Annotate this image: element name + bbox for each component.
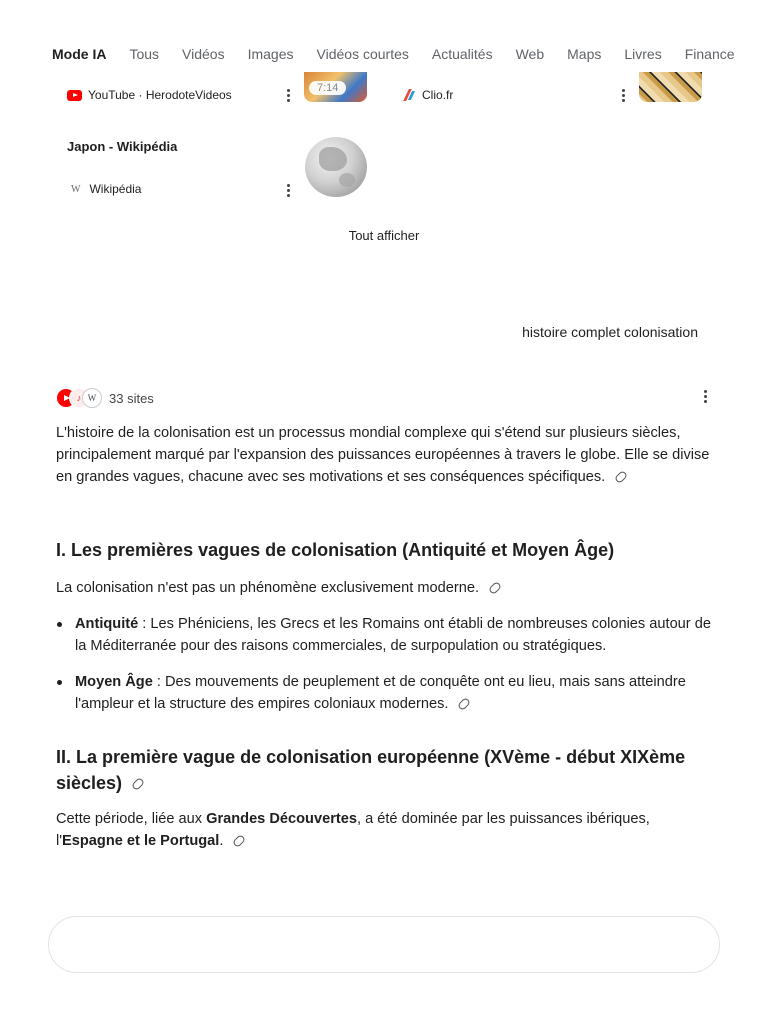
- answer-intro-block: [56, 422, 716, 488]
- bullet-term: Antiquité: [75, 616, 139, 632]
- wiki-card-title[interactable]: Japon - Wikipédia: [67, 139, 178, 154]
- globe-thumbnail[interactable]: [305, 137, 367, 197]
- user-query: histoire complet colonisation: [522, 324, 698, 340]
- search-tabs: [52, 44, 768, 64]
- video-more-options-icon[interactable]: [286, 89, 290, 102]
- wiki-source[interactable]: [71, 182, 141, 196]
- video-source[interactable]: [67, 88, 232, 102]
- answer-intro-text: L'histoire de la colonisation est un processus mondial complexe qui s'étend sur plusieurs siècles, principalement marqué par l'expansion des puissances européennes à travers le globe. Elle se divise en grandes vagues, chacune avec ses motivations et ses conséquences spécifiques.: [56, 425, 710, 485]
- para-text: , a été dominée par les puissances ibériques, l': [56, 811, 650, 849]
- video-source-label: YouTube · HerodoteVideos: [88, 88, 232, 102]
- tab-maps[interactable]: Maps: [567, 46, 602, 62]
- section-2-para: [56, 808, 716, 852]
- section-2-heading: [56, 744, 716, 796]
- wikipedia-icon: W: [71, 183, 81, 195]
- section-2: [56, 744, 716, 796]
- bullet-text: : Des mouvements de peuplement et de conquête ont eu lieu, mais sans atteindre l'ampleur et la structure des empires coloniaux modernes.: [75, 674, 686, 712]
- section-1: [56, 537, 716, 563]
- link-icon[interactable]: [614, 470, 628, 484]
- wiki-source-label: Wikipédia: [89, 182, 142, 196]
- link-icon[interactable]: [131, 777, 145, 791]
- youtube-icon: [67, 90, 82, 101]
- clio-more-options-icon[interactable]: [621, 89, 625, 102]
- tab-actualites[interactable]: Actualités: [431, 46, 493, 62]
- section-1-lead: [56, 577, 716, 599]
- section-2-para-block: [56, 808, 716, 852]
- answer-more-options-icon[interactable]: [703, 390, 707, 403]
- list-item: [56, 613, 716, 657]
- wikipedia-favicon-icon: W: [82, 388, 102, 408]
- follow-up-input[interactable]: [48, 916, 720, 973]
- bullet-term: Moyen Âge: [75, 674, 153, 690]
- clio-icon: [404, 89, 416, 101]
- link-icon[interactable]: [232, 834, 246, 848]
- para-text: .: [219, 833, 224, 849]
- clio-source-label: Clio.fr: [422, 88, 454, 102]
- video-duration: 7:14: [309, 81, 346, 95]
- section-1-list: [56, 613, 716, 657]
- tab-videos-courtes[interactable]: Vidéos courtes: [316, 46, 409, 62]
- para-bold: Espagne et le Portugal: [62, 833, 220, 849]
- wiki-more-options-icon[interactable]: [286, 184, 290, 197]
- section-1-lead-text: La colonisation n'est pas un phénomène exclusivement moderne.: [56, 580, 480, 596]
- para-text: Cette période, liée aux: [56, 811, 207, 827]
- show-all-button[interactable]: Tout afficher: [348, 228, 420, 243]
- tab-finance[interactable]: Finance: [684, 46, 735, 62]
- clio-favicon-icon: ♪: [69, 388, 89, 408]
- clio-thumbnail[interactable]: [639, 72, 702, 102]
- list-item: [56, 671, 716, 715]
- section-1-heading: I. Les premières vagues de colonisation (Antiquité et Moyen Âge): [56, 540, 615, 560]
- sources-summary[interactable]: [56, 388, 154, 408]
- para-bold: Grandes Découvertes: [206, 811, 357, 827]
- sites-count: 33 sites: [109, 390, 154, 406]
- section-1-lead-block: [56, 577, 716, 599]
- tab-videos[interactable]: Vidéos: [182, 46, 225, 62]
- tab-livres[interactable]: Livres: [624, 46, 662, 62]
- link-icon[interactable]: [457, 697, 471, 711]
- tab-mode-ia[interactable]: Mode IA: [52, 46, 107, 62]
- tab-images[interactable]: Images: [247, 46, 294, 62]
- tab-web[interactable]: Web: [515, 46, 545, 62]
- section-1-list-2: [56, 671, 716, 715]
- clio-source[interactable]: [404, 88, 453, 102]
- video-thumbnail[interactable]: [304, 72, 367, 102]
- section-2-heading-text: II. La première vague de colonisation européenne (XVème - début XIXème siècles): [56, 747, 686, 793]
- answer-intro: [56, 422, 716, 488]
- bullet-text: : Les Phéniciens, les Grecs et les Romains ont établi de nombreuses colonies autour de la Méditerranée pour des raisons commerciales, de surpopulation ou stratégiques.: [75, 616, 711, 654]
- link-icon[interactable]: [488, 581, 502, 595]
- tab-tous[interactable]: Tous: [129, 46, 160, 62]
